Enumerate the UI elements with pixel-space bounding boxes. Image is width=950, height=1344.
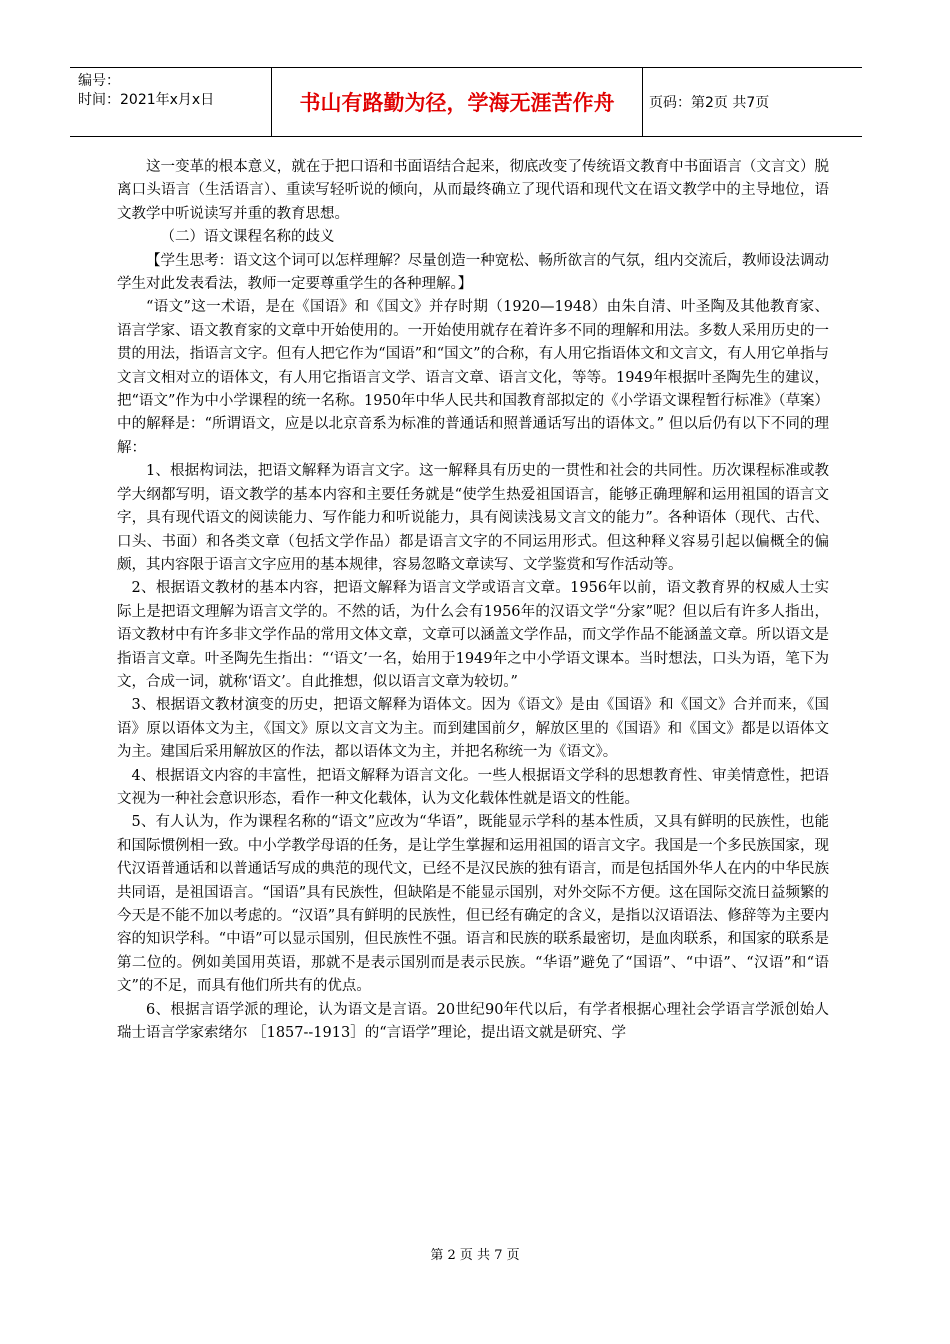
time-label: 时间：2021年x月x日 bbox=[78, 92, 215, 108]
list-item: 3、根据语文教材演变的历史，把语文解释为语体文。因为《语文》是由《国语》和《国文》合并而来，《国语》原以语体文为主，《国文》原以文言文为主。而到建国前夕，解放区里的《国语》和《国文》都是以语体文为主。建国后采用解放区的作法，都以语体文为主，并把名称统一为《语文》。 bbox=[117, 697, 829, 761]
list-item: 1、根据构词法，把语文解释为语言文字。这一解释具有历史的一贯性和社会的共同性。历次课程标准或教学大纲都写明，语文教学的基本内容和主要任务就是“使学生热爱祖国语言，能够正确理解和运用祖国的语言文字，具有现代语文的阅读能力、写作能力和听说能力，具有阅读浅易文言文的能力”。各种语体（现代、古代、口头、书面）和各类文章（包括文学作品）都是语言文字的不同运用形式。但这种释义容易引起以偏概全的偏颇，其内容限于语言文字应用的基本规律，容易忽略文章读写、文学鉴赏和写作活动等。 bbox=[117, 463, 829, 573]
list-item: 4、根据语文内容的丰富性，把语文解释为语言文化。一些人根据语文学科的思想教育性、审美情意性，把语文视为一种社会意识形态，看作一种文化载体，认为文化载体性就是语文的性能。 bbox=[117, 767, 829, 807]
list-item: 2、根据语文教材的基本内容，把语文解释为语言文学或语言文章。1956年以前，语文教育界的权威人士实际上是把语文理解为语言文学的。不然的话，为什么会有1956年的汉语文学“分家”呢？但以后有许多人指出，语文教材中有许多非文学作品的常用文体文章，文章可以涵盖文学作品，而文学作品不能涵盖文章。所以语文是指语言文章。叶圣陶先生指出：“‘语文’一名，始用于1949年之中小学语文课本。当时想法，口头为语，笔下为文，合成一词，就称‘语文’。自此推想，似以语言文章为较切。” bbox=[117, 580, 829, 690]
paragraph: 【学生思考：语文这个词可以怎样理解？尽量创造一种宽松、畅所欲言的气氛，组内交流后，教师设法调动学生对此发表看法，教师一定要尊重学生的各种理解。】 bbox=[117, 252, 829, 293]
list-item: 6、根据言语学派的理论，认为语文是言语。20世纪90年代以后，有学者根据心理社会学语言学派创始人瑞士语言学家索绪尔 ［1857--1913］的“言语学”理论，提出语文就是研究、学 bbox=[117, 1001, 829, 1042]
paragraph: 这一变革的根本意义，就在于把口语和书面语结合起来，彻底改变了传统语文教育中书面语言（文言文）脱离口头语言（生活语言）、重读写轻听说的倾向，从而最终确立了现代语和现代文在语文教学中的主导地位，语文教学中听说读写并重的教育思想。 bbox=[117, 159, 829, 222]
page-info-cell bbox=[643, 68, 862, 136]
header-table bbox=[70, 67, 862, 137]
page-info-text: 页码：第2页 共7页 bbox=[649, 95, 770, 111]
header-meta-cell bbox=[70, 68, 272, 136]
document-body bbox=[117, 156, 829, 1045]
page-footer: 第 2 页 共 7 页 bbox=[430, 1248, 520, 1263]
motto-cell bbox=[272, 68, 643, 136]
section-heading: （二）语文课程名称的歧义 bbox=[160, 229, 335, 246]
motto-text: 书山有路勤为径，学海无涯苦作舟 bbox=[299, 91, 615, 115]
paragraph: “语文”这一术语，是在《国语》和《国文》并存时期（1920—1948）由朱自清、叶圣陶及其他教育家、语言学家、语文教育家的文章中开始使用的。一开始使用就存在着许多不同的理解和用法。多数人采用历史的一贯的用法，指语言文字。但有人把它作为“国语”和“国文”的合称，有人用它指语体文和文言文，有人用它单指与文言文相对立的语体文，有人用它指语言文学、语言文章、语言文化，等等。1949年根据叶圣陶先生的建议，把“语文”作为中小学课程的统一名称。1950年中华人民共和国教育部拟定的《小学语文课程暂行标准》（草案）中的解释是：“所谓语文，应是以北京音系为标准的普通话和照普通话写出的语体文。” 但以后仍有以下不同的理解： bbox=[117, 299, 829, 456]
list-item: 5、有人认为，作为课程名称的“语文”应改为“华语”，既能显示学科的基本性质，又具有鲜明的民族性，也能和国际惯例相一致。中小学教学母语的任务，是让学生掌握和运用祖国的语言文字。我国是一个多民族国家，现代汉语普通话和以普通话写成的典范的现代文，已经不是汉民族的独有语言，而是包括国外华人在内的中华民族共同语，是祖国语言。“国语”具有民族性，但缺陷是不能显示国别，对外交际不方便。这在国际交流日益频繁的今天是不能不加以考虑的。“汉语”具有鲜明的民族性，但已经有确定的含义，是指以汉语语法、修辞等为主要内容的知识学科。“中语”可以显示国别，但民族性不强。语言和民族的联系最密切，是血肉联系，和国家的联系是第二位的。例如美国用英语，那就不是表示国别而是表示民族。“华语”避免了“国语”、“中语”、“汉语”和“语文”的不足，而具有他们所共有的优点。 bbox=[117, 814, 829, 995]
number-label: 编号： bbox=[78, 73, 120, 89]
